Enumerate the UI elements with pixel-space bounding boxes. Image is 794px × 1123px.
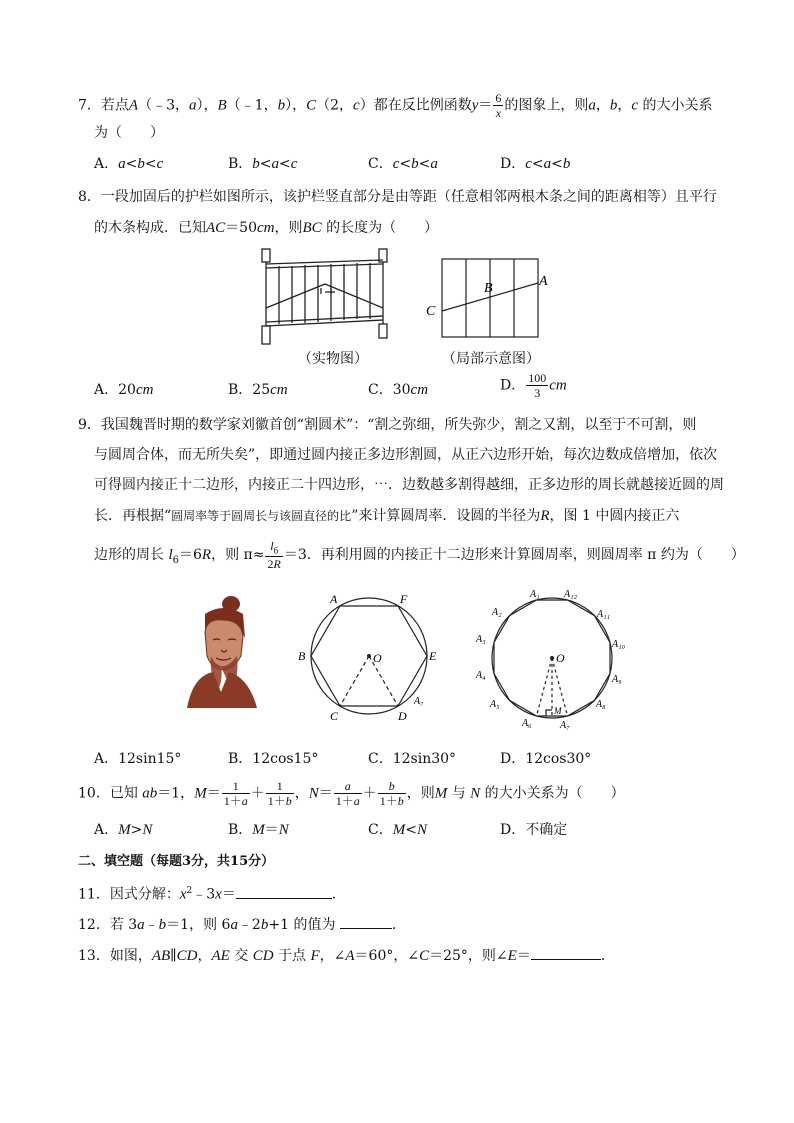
q8-option-d-den: 3 <box>534 386 541 400</box>
q7-option-b[interactable]: B．b<a<c <box>228 156 298 172</box>
dod-label-a3: A₃ <box>476 634 486 645</box>
q9-option-d[interactable]: D．12cos30° <box>500 751 592 767</box>
dod-label-a7: A₇ <box>560 720 570 731</box>
q10-option-a[interactable]: A．M>N <box>94 822 153 838</box>
q8-option-a[interactable]: A．20cm <box>94 382 154 398</box>
q13-blank[interactable] <box>531 959 601 960</box>
q8-option-d-unit: cm <box>549 377 567 394</box>
dod-label-a4: A₄ <box>476 670 486 681</box>
label-c: C <box>426 304 436 319</box>
q7-line2: 为（ ） <box>94 125 164 141</box>
q9-option-b[interactable]: B．12cos15° <box>228 751 319 767</box>
liu-hui-portrait <box>183 592 261 708</box>
q7-line1: 7．若点A（﹣3，a），B（﹣1，b），C（2，c）都在反比例函数y＝ $\frac{6}{x}$ 的图象上，则a，b，c 的大小关系 <box>78 91 713 120</box>
hex-label-d: D <box>398 709 407 723</box>
q8-option-b[interactable]: B．25cm <box>228 382 288 398</box>
q10-text: 10．已知 ab＝1，M＝ $\frac{1}{1+a}$ ＋ $\frac{1}{1+b}$ ，N＝ $\frac{a}{1+a}$ ＋ $\frac{b}{1+b}$ ，则M 与 N 的大小关系为（ ） <box>78 779 625 808</box>
fence-partial-diagram <box>422 255 552 340</box>
q8-line2: 的木条构成．已知AC＝50cm，则BC 的长度为（ ） <box>94 220 439 236</box>
q8-option-d-num: 100 <box>528 371 547 385</box>
hex-label-c: C <box>330 709 339 723</box>
q10-option-c[interactable]: C．M<N <box>368 822 427 838</box>
hex-label-f: F <box>400 592 408 606</box>
q8-option-d[interactable] <box>500 372 567 399</box>
dod-label-m: M <box>554 706 562 716</box>
q10-option-b[interactable]: B．M＝N <box>228 822 289 838</box>
q8-option-c[interactable]: C．30cm <box>368 382 429 398</box>
dod-label-a1: A₁ <box>530 589 540 600</box>
fence-photo-diagram <box>255 246 395 350</box>
q7-option-a[interactable]: A．a<b<c <box>94 156 164 172</box>
hex-label-o: O <box>373 651 382 665</box>
dod-label-a11: A₁₁ <box>597 609 611 620</box>
dod-label-a10: A₁₀ <box>612 639 626 650</box>
q12: 12．若 3a﹣b＝1，则 6a﹣2b+1 的值为 ． <box>78 917 406 933</box>
dod-label-a5: A₅ <box>490 699 500 710</box>
dod-label-a9: A₉ <box>612 674 622 685</box>
q9-line5: 边形的周长 $l_6=6R$，则 π≈ $\frac{l_6}{2R}$ ＝3．再利用圆的内接正十二边形来计算圆周率，则圆周率 π 约为（ ） <box>94 539 745 572</box>
hex-label-a7: A₇ <box>414 696 424 707</box>
q9-line4: 长．再根据“圆周率等于圆周长与该圆直径的比”来计算圆周率．设圆的半径为R，图 1 中圆内接正六 <box>94 508 680 524</box>
dod-label-a8: A₈ <box>596 699 606 710</box>
q12-blank[interactable] <box>340 928 392 929</box>
hex-label-b: B <box>298 649 306 663</box>
dod-label-a2: A₂ <box>492 607 502 618</box>
q11: 11．因式分解：$x^2﹣3x=$ ． <box>78 886 346 903</box>
q9-option-a[interactable]: A．12sin15° <box>94 751 182 767</box>
label-a: A <box>539 274 548 289</box>
q11-blank[interactable] <box>236 898 332 899</box>
q8-option-d-prefix: D． <box>500 377 526 394</box>
hex-label-e: E <box>429 649 437 663</box>
q8-line1: 8．一段加固后的护栏如图所示，该护栏竖直部分是由等距（任意相邻两根木条之间的距离相等）且平行 <box>78 189 717 205</box>
q9-line1: 9．我国魏晋时期的数学家刘徽首创“割圆术”：“割之弥细，所失弥少，割之又割，以至于不可割，则 <box>78 417 697 433</box>
q9-line2: 与圆周合体，而无所失矣”，即通过圆内接正多边形割圆，从正六边形开始，每次边数成倍增加，依次 <box>94 447 718 463</box>
q9-line3: 可得圆内接正十二边形，内接正二十四边形，⋯．边数越多割得越细，正多边形的周长就越接近圆的周 <box>94 477 724 493</box>
q7-option-c[interactable]: C．c<b<a <box>368 156 438 172</box>
hexagon-figure <box>292 588 442 726</box>
q10-option-d[interactable]: D．不确定 <box>500 822 568 838</box>
caption-partial: （局部示意图） <box>442 351 540 367</box>
q7-option-d[interactable]: D．c<a<b <box>500 156 571 172</box>
section-2-heading: 二、填空题（每题3分，共15分） <box>78 854 275 869</box>
dodecagon-figure <box>472 586 638 732</box>
q13: 13．如图，AB∥CD，AE 交 CD 于点 F，∠A＝60°，∠C＝25°，则∠E＝ ． <box>78 948 615 964</box>
dod-label-a12: A₁₂ <box>564 589 578 600</box>
dod-label-a6: A₆ <box>522 718 532 729</box>
dod-label-o: O <box>556 651 565 665</box>
label-b: B <box>484 281 493 296</box>
q9-option-c[interactable]: C．12sin30° <box>368 751 457 767</box>
hex-label-a: A <box>330 592 338 606</box>
caption-real-photo: （实物图） <box>298 351 368 367</box>
